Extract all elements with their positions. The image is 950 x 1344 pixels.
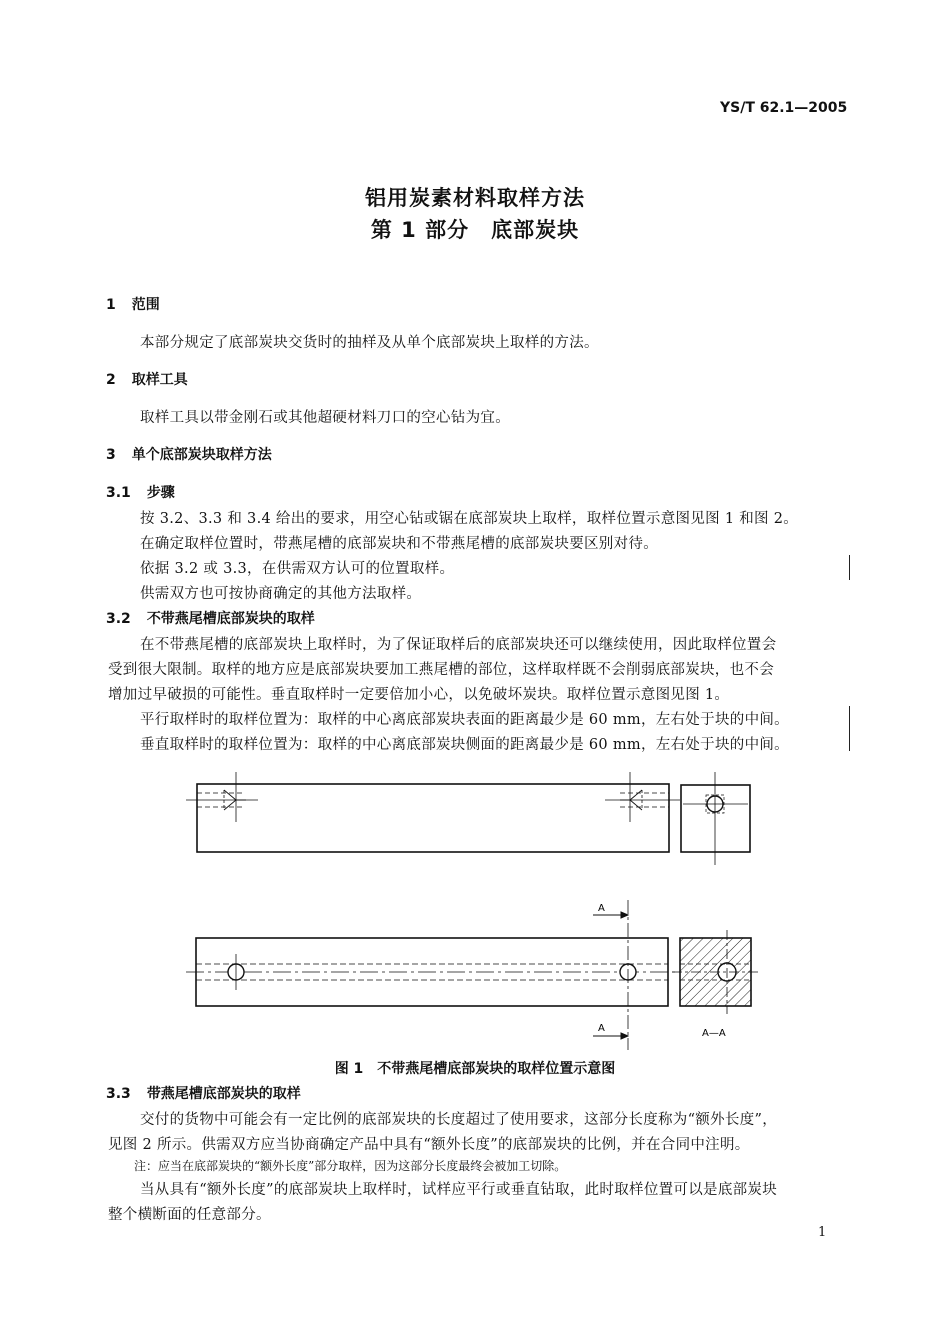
section-3-1-paragraph-2: 在确定取样位置时，带燕尾槽的底部炭块和不带燕尾槽的底部炭块要区别对待。 xyxy=(140,536,658,552)
section-number: 3 xyxy=(106,447,116,463)
section-1-paragraph: 本部分规定了底部炭块交货时的抽样及从单个底部炭块上取样的方法。 xyxy=(140,335,599,351)
standard-number: YS/T 62.1—2005 xyxy=(720,100,848,116)
section-1-heading xyxy=(106,294,160,314)
top-block-side-view xyxy=(186,772,680,852)
top-block-end-view xyxy=(681,772,750,865)
page-number: 1 xyxy=(818,1225,827,1240)
section-number: 3.3 xyxy=(106,1086,131,1102)
section-title: 步骤 xyxy=(146,485,175,501)
section-label-a-top: A xyxy=(598,903,605,914)
section-3-2-paragraph-1b: 受到很大限制。取样的地方应是底部炭块要加工燕尾槽的部位，这样取样既不会削弱底部炭块，也不会 xyxy=(108,662,774,678)
figure-1-caption: 图 1 不带燕尾槽底部炭块的取样位置示意图 xyxy=(334,1061,616,1077)
section-number: 3.1 xyxy=(106,485,131,501)
section-number: 3.2 xyxy=(106,611,131,627)
section-3-2-paragraph-3: 垂直取样时的取样位置为：取样的中心离底部炭块侧面的距离最少是 60 mm，左右处于块的中间。 xyxy=(140,737,789,753)
section-3-2-paragraph-1a: 在不带燕尾槽的底部炭块上取样时，为了保证取样后的底部炭块还可以继续使用，因此取样位置会 xyxy=(140,637,777,653)
document-subtitle: 第 1 部分 底部炭块 xyxy=(370,218,580,242)
document-title: 铝用炭素材料取样方法 xyxy=(365,186,585,210)
section-3-3-paragraph-1a: 交付的货物中可能会有一定比例的底部炭块的长度超过了使用要求，这部分长度称为“额外长度”， xyxy=(140,1112,778,1128)
section-3-heading xyxy=(106,444,272,464)
figure-1-drawing xyxy=(0,760,950,1055)
section-title: 单个底部炭块取样方法 xyxy=(131,447,272,463)
section-3-3-paragraph-2a: 当从具有“额外长度”的底部炭块上取样时，试样应平行或垂直钻取，此时取样位置可以是底部炭块 xyxy=(140,1182,778,1198)
section-3-2-paragraph-1c: 增加过早破损的可能性。垂直取样时一定要倍加小心，以免破坏炭块。取样位置示意图见图 1。 xyxy=(108,687,730,703)
section-3-2-heading xyxy=(106,608,315,628)
section-a-a-view xyxy=(672,930,760,1014)
revision-bar xyxy=(849,706,850,751)
section-title: 带燕尾槽底部炭块的取样 xyxy=(146,1086,301,1102)
revision-bar xyxy=(849,555,850,580)
section-label-a-bottom: A xyxy=(598,1023,605,1034)
section-title: 不带燕尾槽底部炭块的取样 xyxy=(146,611,315,627)
section-3-3-paragraph-2b: 整个横断面的任意部分。 xyxy=(108,1207,271,1223)
section-number: 1 xyxy=(106,297,116,313)
section-3-1-paragraph-3: 依据 3.2 或 3.3，在供需双方认可的位置取样。 xyxy=(140,561,455,577)
section-2-heading xyxy=(106,369,188,389)
section-3-3-note: 注：应当在底部炭块的“额外长度”部分取样，因为这部分长度最终会被加工切除。 xyxy=(134,1159,567,1173)
section-3-1-paragraph-1: 按 3.2、3.3 和 3.4 给出的要求，用空心钻或锯在底部炭块上取样，取样位置示意图见图 1 和图 2。 xyxy=(140,511,799,527)
section-number: 2 xyxy=(106,372,116,388)
section-label-a-a: A—A xyxy=(702,1028,726,1039)
section-3-3-heading xyxy=(106,1083,301,1103)
section-title: 取样工具 xyxy=(131,372,188,388)
section-2-paragraph: 取样工具以带金刚石或其他超硬材料刀口的空心钻为宜。 xyxy=(140,410,510,426)
section-title: 范围 xyxy=(131,297,160,313)
section-3-3-paragraph-1b: 见图 2 所示。供需双方应当协商确定产品中具有“额外长度”的底部炭块的比例，并在合同中注明。 xyxy=(108,1137,750,1153)
section-3-1-heading xyxy=(106,482,175,502)
section-3-1-paragraph-4: 供需双方也可按协商确定的其他方法取样。 xyxy=(140,586,422,602)
bottom-block-side-view xyxy=(186,900,680,1050)
section-3-2-paragraph-2: 平行取样时的取样位置为：取样的中心离底部炭块表面的距离最少是 60 mm，左右处于块的中间。 xyxy=(140,712,789,728)
